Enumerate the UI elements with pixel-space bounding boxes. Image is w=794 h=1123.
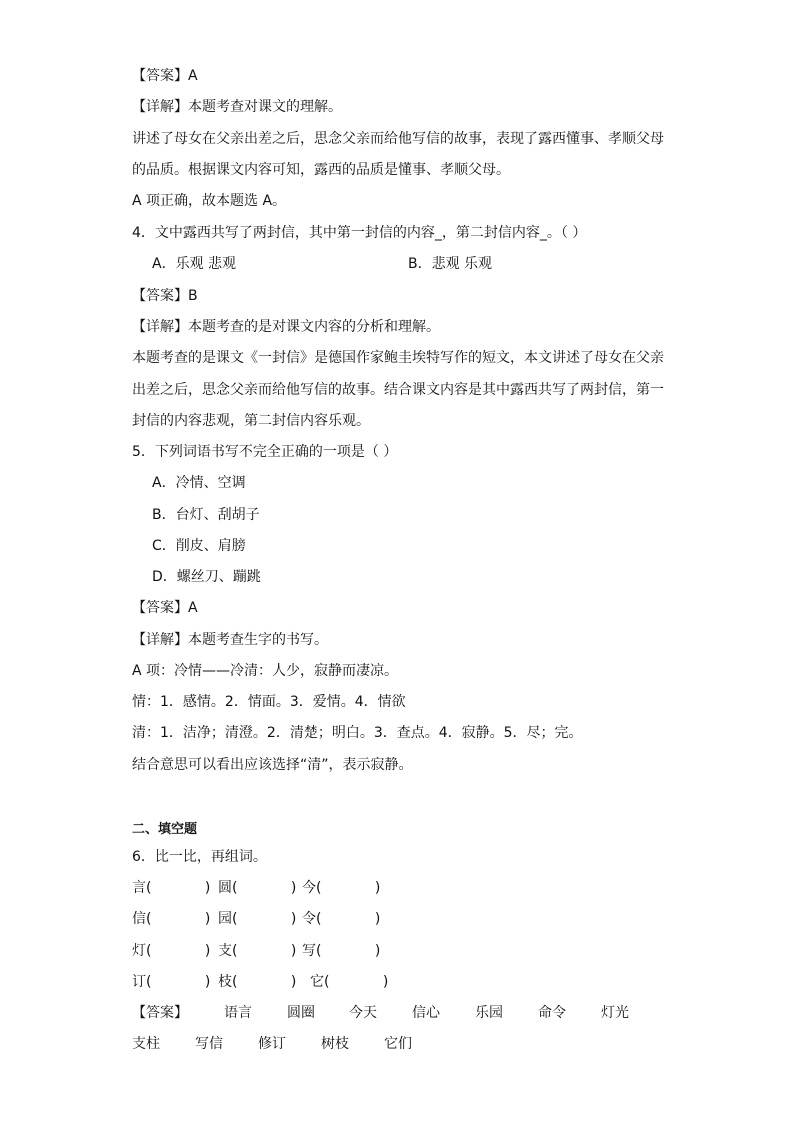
q6-answer-2: 圆圈 [287,1005,315,1021]
q6-answer-3: 今天 [349,1005,377,1021]
q5-explain-line-1: A 项：冷情——冷清：人少，寂静而凄凉。 [132,663,399,679]
q5-explain-line-4: 结合意思可以看出应该选择“清”，表示寂静。 [132,757,413,773]
q6-row-1-col-1: 言( ) [132,880,211,896]
q5-explain-line-2: 情：1．感情。2．情面。3．爱情。4．情欲 [132,694,406,710]
q6-answer-10: 修订 [258,1036,286,1052]
q3-conclusion: A 项正确，故本题选 A。 [132,193,287,209]
q5-option-a: A．冷情、空调 [152,475,246,491]
q5-option-b: B．台灯、刮胡子 [152,507,260,523]
q5-stem: 5．下列词语书写不完全正确的一项是（ ） [132,444,398,460]
q6-row-3-col-2: 支( ) [218,943,297,959]
q6-row-2-col-1: 信( ) [132,911,211,927]
q6-row-4-col-3: 它( ) [310,974,389,990]
q4-explain-line-1: 本题考查的是课文《一封信》是德国作家鲍圭埃特写作的短文，本文讲述了母女在父亲 [132,350,664,366]
q3-explain-line-1: 讲述了母女在父亲出差之后，思念父亲而给他写信的故事，表现了露西懂事、孝顺父母 [132,131,664,147]
q6-answer-12: 它们 [384,1036,412,1052]
q6-answer-4: 信心 [412,1005,440,1021]
q5-detail: 【详解】本题考查生字的书写。 [132,632,328,648]
q6-stem: 6．比一比，再组词。 [132,849,267,865]
section-heading: 二、填空题 [132,822,198,837]
q4-answer: 【答案】B [132,288,198,304]
q4-stem: 4．文中露西共写了两封信，其中第一封信的内容_，第二封信内容_。（ ） [132,225,587,241]
q6-row-2-col-2: 园( ) [218,911,297,927]
q6-row-2-col-3: 令( ) [302,911,381,927]
q6-row-4-col-2: 枝( ) [218,974,297,990]
q4-explain-line-3: 封信的内容悲观，第二封信内容乐观。 [132,413,370,429]
q4-option-b: B．悲观 乐观 [408,256,493,272]
q6-row-1-col-2: 圆( ) [218,880,297,896]
q6-row-3-col-1: 灯( ) [132,943,211,959]
q4-explain-line-2: 出差之后，思念父亲而给他写信的故事。结合课文内容是其中露西共写了两封信，第一 [132,382,664,398]
q4-option-a: A．乐观 悲观 [152,256,237,272]
q6-answer-11: 树枝 [321,1036,349,1052]
q3-explain-line-2: 的品质。根据课文内容可知，露西的品质是懂事、孝顺父母。 [132,162,510,178]
q5-option-d: D．螺丝刀、蹦跳 [152,569,261,585]
q4-detail: 【详解】本题考查的是对课文内容的分析和理解。 [132,319,440,335]
q6-row-1-col-3: 今( ) [302,880,381,896]
q6-row-4-col-1: 订( ) [132,974,211,990]
q5-option-c: C．削皮、肩膀 [152,538,246,554]
q6-answer-7: 灯光 [601,1005,629,1021]
q6-answer-6: 命令 [538,1005,566,1021]
q3-detail: 【详解】本题考查对课文的理解。 [132,99,342,115]
q5-answer: 【答案】A [132,600,198,616]
q6-answer-9: 写信 [195,1036,223,1052]
q6-row-3-col-3: 写( ) [302,943,381,959]
q6-answer-5: 乐园 [475,1005,503,1021]
q3-answer: 【答案】A [132,68,198,84]
q6-answer-8: 支柱 [132,1036,160,1052]
q5-explain-line-3: 清：1．洁净；清澄。2．清楚；明白。3．查点。4．寂静。5．尽；完。 [132,725,583,741]
q6-answer-label: 【答案】 [132,1005,188,1021]
q6-answer-1: 语言 [224,1005,252,1021]
